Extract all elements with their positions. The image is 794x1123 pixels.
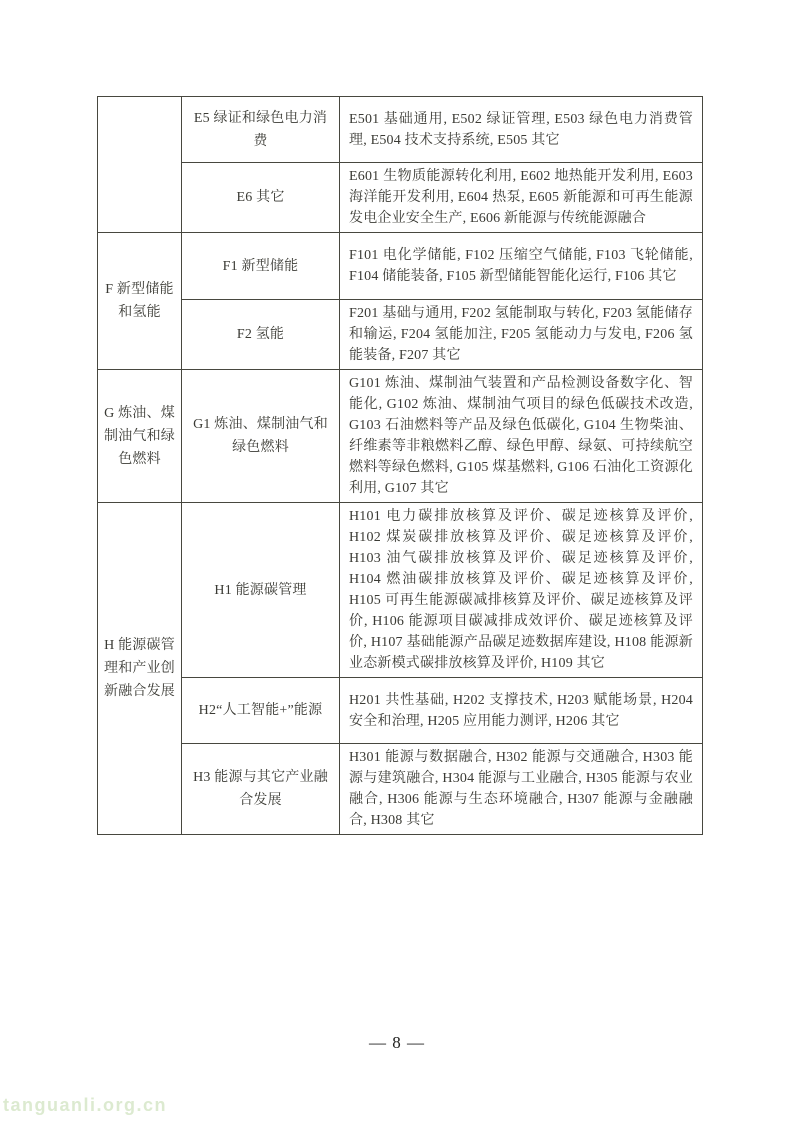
- category-cell-h: H 能源碳管理和产业创新融合发展: [98, 503, 182, 835]
- table-row-e6: [98, 163, 703, 233]
- items-cell-g1: G101 炼油、煤制油气装置和产品检测设备数字化、智能化, G102 炼油、煤制油气项目的绿色低碳技术改造, G103 石油燃料等产品及绿色低碳化, G104 生物柴油、纤维素等非粮燃料乙醇、绿色甲醇、绿氨、可持续航空燃料等绿色燃料, G105 煤基燃料, G106 石油化工资源化利用, G107 其它: [340, 370, 703, 503]
- subcategory-cell-f2: F2 氢能: [182, 300, 340, 370]
- subcategory-cell-h3: H3 能源与其它产业融合发展: [182, 744, 340, 835]
- items-cell-h1: H101 电力碳排放核算及评价、碳足迹核算及评价, H102 煤炭碳排放核算及评价、碳足迹核算及评价, H103 油气碳排放核算及评价、碳足迹核算及评价, H104 燃油碳排放核算及评价、碳足迹核算及评价, H105 可再生能源碳减排核算及评价、碳足迹核算及评价, H106 能源项目碳减排成效评价、碳足迹核算及评价, H107 基础能源产品碳足迹数据库建设, H108 能源新业态新模式碳排放核算及评价, H109 其它: [340, 503, 703, 678]
- category-cell-e: [98, 97, 182, 233]
- subcategory-cell-e5: E5 绿证和绿色电力消费: [182, 97, 340, 163]
- items-cell-h2: H201 共性基础, H202 支撑技术, H203 赋能场景, H204 安全和治理, H205 应用能力测评, H206 其它: [340, 678, 703, 744]
- classification-table: [97, 96, 703, 835]
- table-row-h1: [98, 503, 703, 678]
- table-container: [97, 96, 703, 835]
- table-row-h3: [98, 744, 703, 835]
- items-cell-f1: F101 电化学储能, F102 压缩空气储能, F103 飞轮储能, F104 储能装备, F105 新型储能智能化运行, F106 其它: [340, 233, 703, 300]
- subcategory-cell-e6: E6 其它: [182, 163, 340, 233]
- subcategory-cell-h1: H1 能源碳管理: [182, 503, 340, 678]
- table-row-f1: [98, 233, 703, 300]
- subcategory-cell-h2: H2“人工智能+”能源: [182, 678, 340, 744]
- table-row-g1: [98, 370, 703, 503]
- category-cell-g: G 炼油、煤制油气和绿色燃料: [98, 370, 182, 503]
- items-cell-e6: E601 生物质能源转化利用, E602 地热能开发利用, E603 海洋能开发利用, E604 热泵, E605 新能源和可再生能源发电企业安全生产, E606 新能源与传统能源融合: [340, 163, 703, 233]
- table-row-h2: [98, 678, 703, 744]
- items-cell-h3: H301 能源与数据融合, H302 能源与交通融合, H303 能源与建筑融合, H304 能源与工业融合, H305 能源与农业融合, H306 能源与生态环境融合, H307 能源与金融融合, H308 其它: [340, 744, 703, 835]
- subcategory-cell-g1: G1 炼油、煤制油气和绿色燃料: [182, 370, 340, 503]
- items-cell-e5: E501 基础通用, E502 绿证管理, E503 绿色电力消费管理, E504 技术支持系统, E505 其它: [340, 97, 703, 163]
- table-row-e5: [98, 97, 703, 163]
- category-cell-f: F 新型储能和氢能: [98, 233, 182, 370]
- subcategory-cell-f1: F1 新型储能: [182, 233, 340, 300]
- page-number: — 8 —: [369, 1033, 425, 1052]
- table-row-f2: [98, 300, 703, 370]
- watermark: tanguanli.org.cn: [3, 1095, 168, 1115]
- items-cell-f2: F201 基础与通用, F202 氢能制取与转化, F203 氢能储存和输运, F204 氢能加注, F205 氢能动力与发电, F206 氢能装备, F207 其它: [340, 300, 703, 370]
